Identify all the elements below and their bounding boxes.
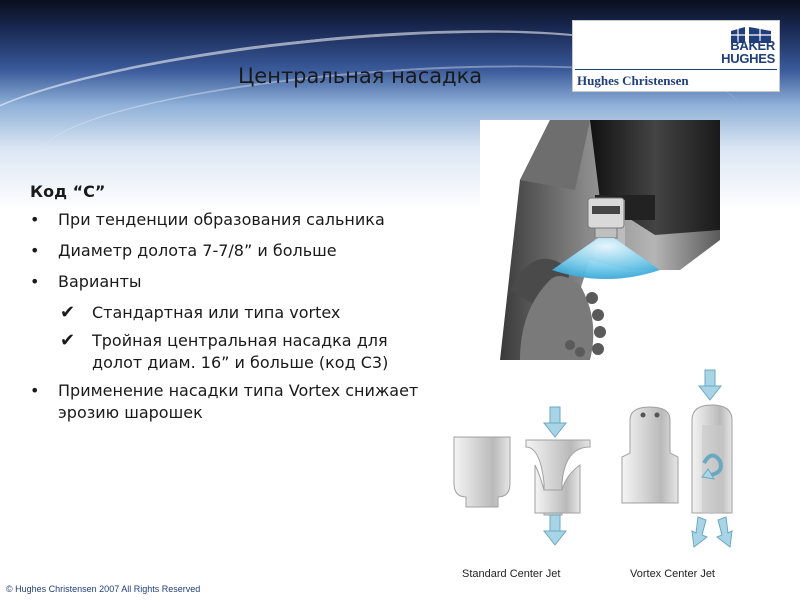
standard-jet-label: Standard Center Jet xyxy=(462,568,561,580)
logo-line2: HUGHES xyxy=(721,51,775,66)
vortex-jet-section xyxy=(692,405,732,513)
bullet-item: • При тенденции образования сальника xyxy=(30,209,430,231)
slide-title: Центральная насадка xyxy=(238,64,483,88)
standard-jet-outer xyxy=(454,437,510,507)
checkmark-icon: ✔ xyxy=(60,330,76,351)
logo-wordmark xyxy=(721,39,775,65)
logo-divider xyxy=(575,69,777,70)
footer-copyright: © Hughes Christensen 2007 All Rights Reserved xyxy=(6,584,201,594)
baker-hughes-logo xyxy=(572,20,780,92)
slide-content xyxy=(30,182,430,433)
down-arrow-icon xyxy=(699,370,721,400)
vortex-jet-outer xyxy=(622,407,678,503)
drill-bit-illustration xyxy=(480,120,720,360)
code-heading: Код “С” xyxy=(30,182,106,201)
logo-subtitle: Hughes Christensen xyxy=(577,73,689,88)
down-arrow-icon xyxy=(544,407,566,437)
sub-item-text: Стандартная или типа vortex xyxy=(92,303,341,322)
center-jet-diagram xyxy=(440,365,770,600)
sub-item xyxy=(30,302,430,324)
checkmark-icon: ✔ xyxy=(60,302,76,323)
logo-line1: BAKER xyxy=(730,38,775,53)
drill-bit-photo xyxy=(480,120,720,360)
diverging-arrow-icon xyxy=(692,517,732,547)
bullet-item: • Применение насадки типа Vortex снижает эрозию шарошек xyxy=(30,380,430,424)
vortex-jet-label: Vortex Center Jet xyxy=(630,568,715,580)
center-jet-figures xyxy=(440,365,770,600)
sub-item xyxy=(30,330,430,374)
down-arrow-icon xyxy=(544,515,566,545)
bullet-item: • Диаметр долота 7-7/8” и больше xyxy=(30,240,430,262)
sub-item-text: Тройная центральная насадка для долот диам. 16” и больше (код С3) xyxy=(92,331,389,372)
standard-jet-section xyxy=(526,440,590,515)
bullet-item: • Варианты xyxy=(30,271,430,293)
